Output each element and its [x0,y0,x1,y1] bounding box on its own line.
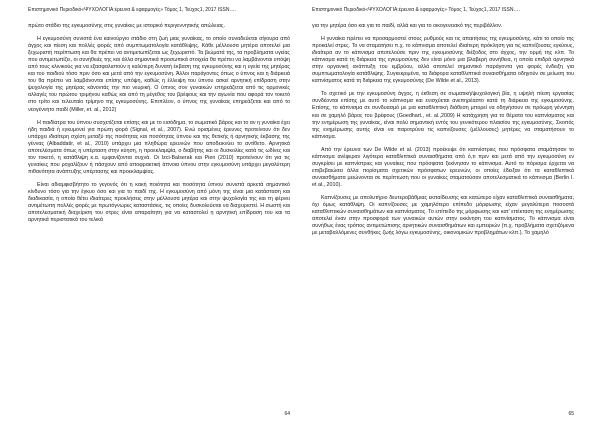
paragraph: Η παιδίατρα του ύπνου συσχετίζεται επίσης και με το εισόδημα, το σωματικό βάρος και το αν η γυναίκα έχει ήδη παιδιά ή εγκυμονεί για πρώτη φορά (Signal, et al., 2007). Ενώ ορισμένες έρευνες προτείνουν ότι δεν υπάρχει ιδιαίτερη σχέση μεταξύ της ποιότητας και ποσότητας ύπνου και της θετικής ή αρνητικής έκβασης της γέννας (Albaddatir, et al., 2010) υπάρχει μια πληθώρα ερευνών που αποδεικνύει το αντίθετο. Αρνητικά αποτελέσματα όπως η υπέρταση στην κύηση, η προεκλαμψία, ο διαβήτης και οι δυσκολίες κατά τις ωδίνες και τον τοκετό, η κατάθλιψη κ.α. εμφανίζονται συχνά. Οι Izci-Balserak και Pien (2010) προτείνουν ότι για τις γυναίκες που ροχαλίζουν ή πάσχουν από αποφρακτική άπνοια ύπνου στην εγκυμοσύνη υπάρχει μεγαλύτερη πιθανότητα ανάπτυξης υπέρτασης και προεκλαμψίας. [28,119,290,175]
page-number: 64 [284,411,290,417]
body-text [312,23,574,237]
paragraph: Η γυναίκα πρέπει να προσαρμοστεί στους ρυθμούς και τις απαιτήσεις της εγκυμοσύνης, κάτι το οποίο της προκαλεί στρες. Το να σταματήσει π.χ. το κάπνισμα αποτελεί ιδιαίτερη πρόκληση για τις καπνίζουσες εγκύους, ιδιαίτερα αν το κάπνισμα αποτελούσε πριν της εγκυμοσύνης διέξοδος στο άγχος, την ορμή της κλπ. Το κάπνισμα κατά τη διάρκεια της εγκυμοσύνης δεν είναι μόνο μια βλαβερή συνήθεια, η οποία επιδρά αρνητικά στην οργανική ανάπτυξη του εμβρύου, αλλά αποτελεί σημαντικό παράγοντα για φορές ένδειξη για συμπτωματολογία κατάθλιψης. Συγκεκριμένα, τα διάφορα καταθλιπτικά συναισθήματα οδηγούν σε μείωση του καπνίσματος κατά τη διάρκεια της εγκυμοσύνης (De Wilde et al., 2013). [312,36,574,85]
body-text [28,23,290,224]
paragraph: Η εγκυμοσύνη συνιστά ένα καινούργιο στάδιο στη ζωή μιας γυναίκας, το οποίο συναδεύεται σίγουρα από άγχος και πίεση και πολλές φορές από συμπτωματολογία κατάθλιψης. Κάθε μέλλουσα μητέρα αποτελεί μια ξεχωριστή περίπτωση και θα πρέπει να αντιμετωπίζεται ως ξεχωριστό. Τα βιώματά της, τα προβλήματα υγείας που αντιμετωπίζει, οι συνήθειές της και άλλα σημαντικά προσωπικά στοιχεία θα πρέπει να λαμβάνονται υπόψη από τους κλινικούς για να εξασφαλιστούν η καλύτερη δυνατή έκβαση της εγκυμοσύνης και η υγεία της μητέρας και του παιδιού τόσο πριν όσο και μετά από την εγκυμοσύνη. Άλλοι παράγοντες όπως ο ύπνος και η διάρκειά του θα πρέπει να λαμβάνονται επίσης υπόψη, καθώς η έλλειψη του ύπνου ασκεί αρνητική επίδραση στην ψυχολογία της μητέρας κάνοντάς την πιο νευρική. Ο ύπνος σον γυναικών επηρεάζεται από τις ορμονικές αλλαγές του πρώτου τριμήνου καθώς και από τη μέγεθος του βρέφους και την αγωνία που αφορά τον τοκετό στο τρίτο και τελευταίο τρίμηνο της εγκυμοσύνης. Επιπλέον, ο ύπνος της γυναίκας επηρεάζεται και από το νεογέννητο παιδί (Miller, et. al., 2012) [28,36,290,113]
paragraph: πρώτο στάδιο της εγκυμοσύνης στις γυναίκες με ιστορικό περιγεννητικής απώλειας. [28,23,225,29]
paragraph: Είναι αδιαμφισβήτητο το γεγονός ότι η κακή ποιότητα και ποσότητα ύπνου συνιστά αρκετά σημαντικό κίνδυνο τόσο για την έγκυο όσο και για το παιδί της. Η εγκυμοσύνη από μόνη της είναι μια κατάσταση και διαδικασία, η οποία θέτει ιδιαίτερες προκλήσεις στην μέλλουσα μητέρα και στην ψυχολογία της και τη φέρνει αντιμέτωπη πολλές φορές με πρωτόγνωρες καταστάσεις, τις οποίες δυσκολεύεται να διαχειριστεί. Η σωστή και αποτελεσματική διαχείριση του στρες είναι απαραίτητη για να καταστολεί η αρνητική επίδραση του και τα αρνητικά περιστατικά του τελικά [28,181,290,224]
paragraph: Το σχετικό με την εγκυμοσύνη άγχος, η έκθεση σε σωματική/ψυχολογική βία, η υψηλή πίεση εργασίας συνδέονται επίσης με αυτό το κάπνισμα και ενισχύεται ανεπηρέαστο κατά τη διάρκεια της εγκυμοσύνης. Επίσης, το κάπνισμα σε συνδυασμό με μια καταθλιπτική διάθεση μπορεί να οδηγήσουν σε πρόωρη γέννηση και σε χαμηλό βάρος του βρέφους (Goedhart., et. al.,2009) Η κατάχρηση για το θέματα του καπνίσματος και την ενημέρωση της γυναίκας, είναι πολύ σημαντική εντός του γενικότερου πλαισίου της εγκυμοσύνης. Σκοπός της ενημέρωσης αυτής είναι να παροτρύνει τις καπνίζουσες (μέλλουσες) μητέρες να σταματήσουν το κάπνισμα. [312,91,574,140]
running-header: Επιστημονικό Περιοδικό«ΨΥΧΟΛΟΓΙΑ:έρευνα & εφαρμογές» Τόμος 1, Τεύχος1, 2017 ISSN…. [312,7,520,13]
paragraph: Καπνίζουσες με απολυτήριο δευτεροβάθμιας εκπαίδευσης και κατώτερο είχαν καταθλιπτικά συναισθήματα, όχι όμως κατάθλιψη. Οι καπνίζουσες με χαμηλότερο επίπεδο μόρφωσης είχαν μεγαλύτερα ποσοστά καταθλιπτικών συναισθημάτων και καπνίσματος. Το επίπεδο της μόρφωσης και κατ' επέκταση της ενημέρωσης αποτελεί έναν στην προσφορά των γυναικών αυτών στην εκκίνηση του καπνίσματος. Το κάπνισμα είναι συνήθως ένας τρόπος αντιμετώπισης αρνητικών συναισθημάτων και εμπειριών (π.χ. προβλήματα σχετιζόμενα με μεταβαλλόμενες συνθήκες ζωής λόγω εγκυμοσύνης, οικονομικών προβλημάτων κλπ.). Το χαμηλό [312,194,574,237]
paragraph: για την μητέρα όσο και για το παιδί, αλλά και για το οικογενειακό της περιβάλλον. [312,23,503,29]
page-number: 65 [568,411,574,417]
right-page [300,0,600,424]
running-header: Επιστημονικό Περιοδικό«ΨΥΧΟΛΟΓΙΑ:έρευνα & εφαρμογές» Τόμος 1, Τεύχος1, 2017 ISSN…. [28,7,236,13]
paragraph: Από την έρευνα των De Wilde et al. (2013) προέκυψε ότι καπνίστριες που πρόσφατα σταμάτησαν το κάπνισμα ανέφεραν λιγότερα καταθλιπτικά συναισθήματα από ό,τι πριν και μετά από την εγκυμοσύνη εν συγκρίσει με καπνίστριες και γυναίκες που πρόσφατα ξεκίνησαν το κάπνισμα. Αυτό το πόρισμα έρχεται να επιβεβαιώσει άλλα πορίσματα σχετικών πρόσφατων ερευνών, οι οποίες έδειξαν ότι τα καταθλιπτικά συναισθήματα μειώνονται σε περίπτωση που οι γυναίκες σταματούσαν αποτελεσματικά το κάπνισμα (Berlin I. et al., 2010). [312,146,574,188]
